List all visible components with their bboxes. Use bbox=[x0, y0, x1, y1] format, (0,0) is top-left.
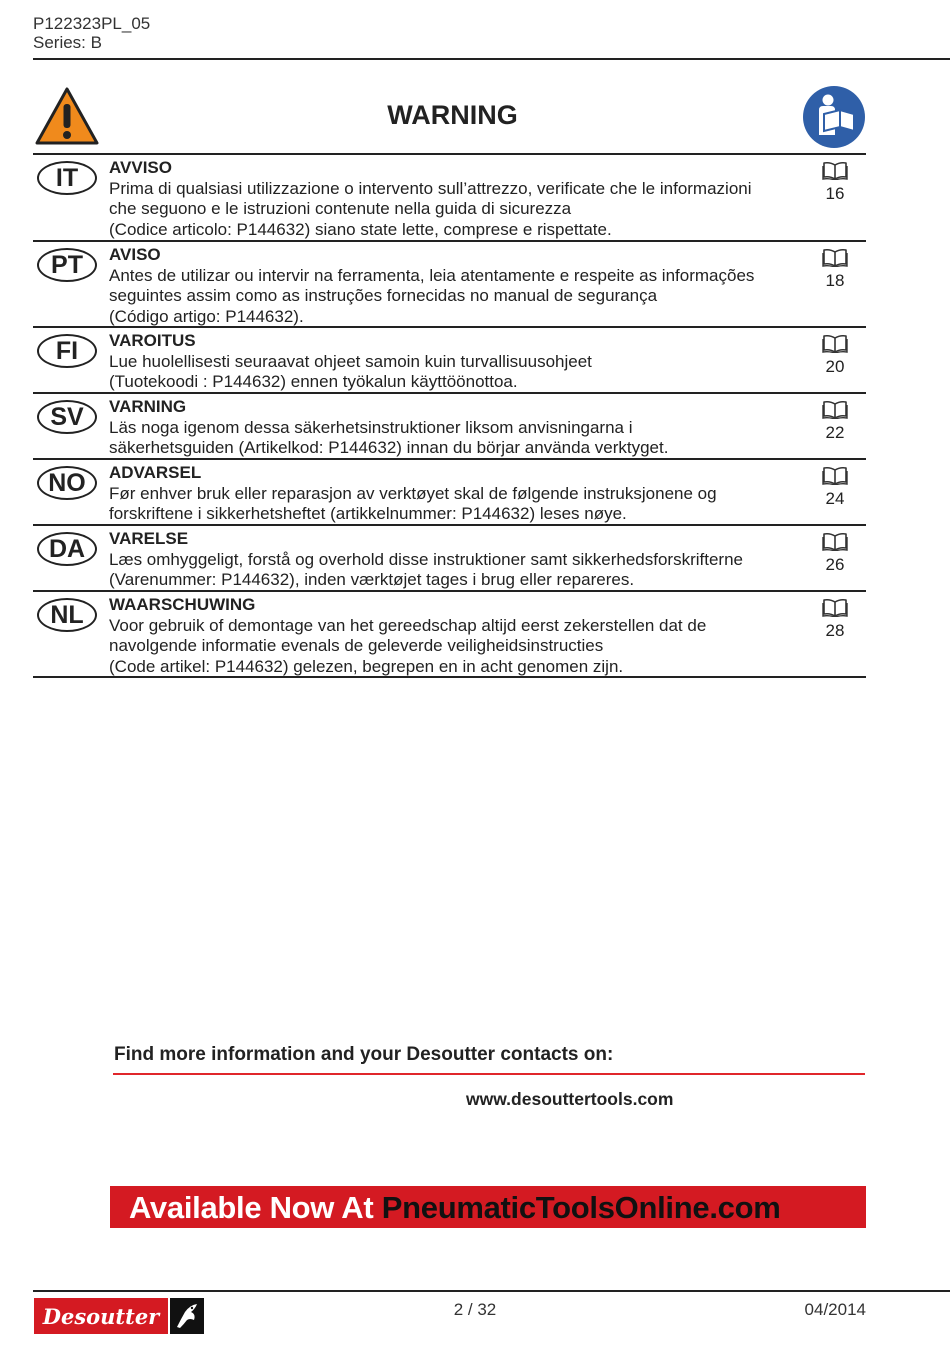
warning-body-line: forskriftene i sikkerhetsheftet (artikkelnummer: P144632) leses nøye. bbox=[109, 504, 627, 523]
warning-body-line: säkerhetsguiden (Artikelkod: P144632) innan du börjar använda verktyget. bbox=[109, 438, 669, 457]
book-icon bbox=[822, 466, 848, 485]
footer-rule bbox=[33, 1290, 950, 1292]
warning-body-line: Læs omhyggeligt, forstå og overhold disse instruktioner samt sikkerhedsforskrifterne bbox=[109, 549, 744, 569]
series-label: Series: B bbox=[33, 33, 102, 52]
warning-text-block bbox=[109, 397, 809, 459]
book-icon bbox=[822, 532, 848, 551]
book-icon bbox=[822, 334, 848, 353]
page-reference[interactable]: 18 bbox=[825, 271, 845, 290]
warning-body-line: che seguono e le istruzioni contenute nella guida di sicurezza bbox=[109, 199, 572, 218]
document-date: 04/2014 bbox=[804, 1300, 866, 1319]
warning-body-line: (Codice articolo: P144632) siano state lette, comprese e rispettate. bbox=[109, 219, 612, 239]
promo-banner[interactable] bbox=[110, 1186, 866, 1228]
warning-heading: VAROITUS bbox=[109, 331, 196, 350]
warning-body-line: navolgende informatie evenals de geleverde veiligheidsinstructies bbox=[109, 636, 604, 655]
warning-body-line: seguintes assim como as instruções fornecidas no manual de segurança bbox=[109, 286, 658, 305]
language-row-no bbox=[33, 460, 866, 526]
warning-text-block bbox=[109, 595, 809, 677]
warning-body-line: Før enhver bruk eller reparasjon av verktøyet skal de følgende instruksjonene og bbox=[109, 483, 717, 503]
warning-heading: WAARSCHUWING bbox=[109, 595, 256, 614]
warning-body-line: Lue huolellisesti seuraavat ohjeet samoin kuin turvallisuusohjeet bbox=[109, 351, 592, 371]
warning-text-block bbox=[109, 331, 809, 393]
warning-body-line: Prima di qualsiasi utilizzazione o intervento sull’attrezzo, verificate che le informazioni bbox=[109, 178, 752, 198]
book-icon bbox=[822, 161, 848, 180]
warning-text-block bbox=[109, 245, 809, 327]
warning-text-block bbox=[109, 463, 809, 525]
page-reference[interactable]: 28 bbox=[825, 621, 845, 640]
desoutter-logo bbox=[34, 1298, 204, 1334]
desoutter-logo-text: Desoutter bbox=[42, 1304, 160, 1329]
warning-body-line: Antes de utilizar ou intervir na ferramenta, leia atentamente e respeite as informações bbox=[109, 265, 755, 285]
page-reference[interactable]: 24 bbox=[825, 489, 845, 508]
header-rule bbox=[33, 58, 950, 60]
promo-banner-site: PneumaticToolsOnline.com bbox=[381, 1190, 781, 1225]
page-reference[interactable]: 16 bbox=[825, 184, 845, 203]
language-warning-table bbox=[33, 153, 866, 678]
language-row-it bbox=[33, 155, 866, 242]
warning-body-line: (Tuotekoodi : P144632) ennen työkalun käyttöönottoa. bbox=[109, 372, 518, 391]
language-code-badge: SV bbox=[37, 400, 97, 434]
promo-banner-prefix: Available Now At bbox=[129, 1190, 374, 1225]
warning-heading: ADVARSEL bbox=[109, 463, 202, 482]
language-code-badge: PT bbox=[37, 248, 97, 282]
warning-text-block bbox=[109, 158, 809, 240]
contact-info-text: Find more information and your Desoutter contacts on: bbox=[114, 1044, 614, 1065]
warning-body-line: (Code artikel: P144632) gelezen, begrepen en in acht genomen zijn. bbox=[109, 656, 624, 676]
language-code-badge: IT bbox=[37, 161, 97, 195]
document-header bbox=[33, 14, 150, 52]
language-row-sv bbox=[33, 394, 866, 460]
language-row-nl bbox=[33, 592, 866, 678]
read-manual-icon bbox=[802, 85, 866, 149]
page-reference[interactable]: 20 bbox=[825, 357, 845, 376]
warning-title: WARNING bbox=[387, 100, 518, 130]
warning-heading: AVISO bbox=[109, 245, 161, 264]
warning-body-line: (Código artigo: P144632). bbox=[109, 306, 304, 326]
language-code-badge: NO bbox=[37, 466, 97, 500]
warning-heading: VARNING bbox=[109, 397, 187, 416]
language-row-pt bbox=[33, 242, 866, 328]
page-reference[interactable]: 22 bbox=[825, 423, 845, 442]
book-icon bbox=[822, 248, 848, 267]
warning-body-line: Voor gebruik of demontage van het gereedschap altijd eerst zekerstellen dat de bbox=[109, 615, 707, 635]
warning-heading: VARELSE bbox=[109, 529, 189, 548]
document-code: P122323PL_05 bbox=[33, 14, 151, 33]
warning-body-line: Läs noga igenom dessa säkerhetsinstruktioner liksom anvisningarna i bbox=[109, 417, 633, 437]
page-reference[interactable]: 26 bbox=[825, 555, 845, 574]
page-number: 2 / 32 bbox=[453, 1300, 497, 1319]
book-icon bbox=[822, 598, 848, 617]
contact-divider bbox=[113, 1073, 865, 1075]
language-row-da bbox=[33, 526, 866, 592]
warning-heading: AVVISO bbox=[109, 158, 172, 177]
warning-text-block bbox=[109, 529, 809, 591]
language-row-fi bbox=[33, 328, 866, 394]
language-code-badge: DA bbox=[37, 532, 97, 566]
website-link[interactable]: www.desouttertools.com bbox=[466, 1089, 674, 1109]
book-icon bbox=[822, 400, 848, 419]
language-code-badge: NL bbox=[37, 598, 97, 632]
language-code-badge: FI bbox=[37, 334, 97, 368]
warning-body-line: (Varenummer: P144632), inden værktøjet tages i brug eller repareres. bbox=[109, 570, 635, 589]
